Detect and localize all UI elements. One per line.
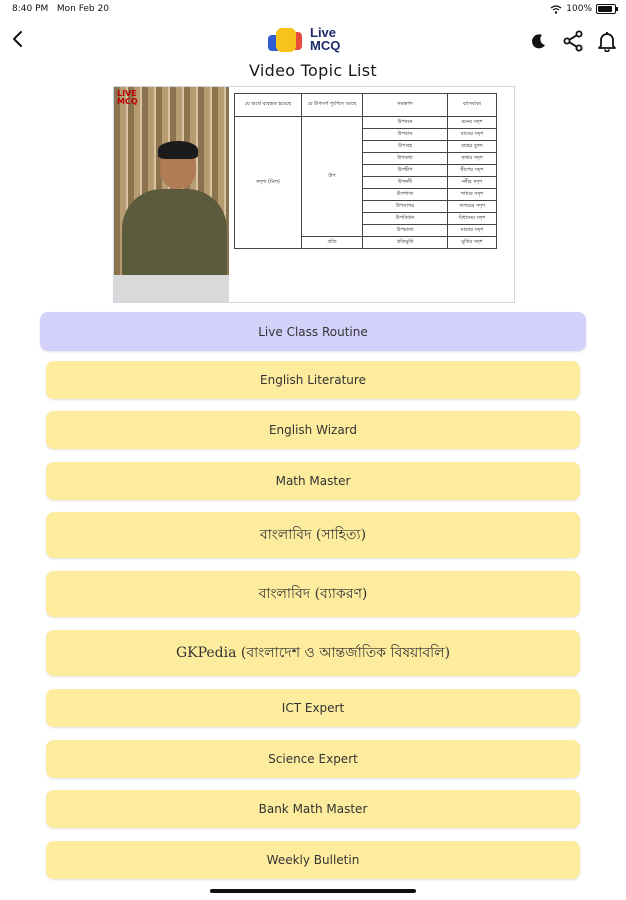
back-arrow-icon[interactable] [8, 28, 28, 50]
table-row: উপসাগর সাগরের সদৃশ [235, 201, 497, 213]
battery-percent: 100% [566, 4, 592, 14]
page-title: Video Topic List [248, 61, 377, 80]
table-row: সদৃশ্য (মিল) উপ উপবনে বনের সদৃশ [235, 117, 497, 129]
status-bar [0, 0, 626, 18]
table-row: উপনদী নদীর সদৃশ [235, 177, 497, 189]
logo-line-1: Live [310, 25, 337, 40]
wifi-icon [550, 5, 562, 14]
logo-line-2: MCQ [310, 38, 341, 53]
logo-mark-icon [268, 26, 304, 56]
table-row: উপদ্বীপ দ্বীপের সদৃশ [235, 165, 497, 177]
app-logo [268, 24, 358, 58]
topic-gkpedia-button[interactable]: GKPedia (বাংলাদেশ ও আন্তর্জাতিক বিষয়াবলি) [46, 630, 580, 676]
dark-mode-moon-icon[interactable] [528, 30, 550, 52]
topic-science-expert-button[interactable]: Science Expert [46, 740, 580, 778]
topic-english-wizard-button[interactable]: English Wizard [46, 411, 580, 449]
status-right [550, 4, 616, 14]
table-row: প্রতি প্রতিমূর্তি মূর্তির সদৃশ [235, 237, 497, 249]
notification-bell-icon[interactable] [596, 30, 618, 52]
table-row: উপশাখা শাখার সদৃশ [235, 189, 497, 201]
topic-weekly-bulletin-button[interactable]: Weekly Bulletin [46, 841, 580, 879]
table-row: উপবাস বাসের সদৃশ [235, 129, 497, 141]
topic-english-literature-button[interactable]: English Literature [46, 361, 580, 399]
table-row: উপকথা কথার সদৃশ [235, 153, 497, 165]
status-time-date [12, 4, 109, 14]
logo-text [310, 26, 340, 52]
topic-live-class-routine-button[interactable]: Live Class Routine [40, 312, 586, 351]
topic-ict-expert-button[interactable]: ICT Expert [46, 689, 580, 727]
table-row: উপমাতা মাতার সদৃশ [235, 225, 497, 237]
table-row: উপগ্রহ গ্রহের তুল্য [235, 141, 497, 153]
topic-bank-math-master-button[interactable]: Bank Math Master [46, 790, 580, 828]
teacher-camera-view [114, 87, 229, 302]
share-icon[interactable] [562, 30, 584, 52]
battery-icon [596, 4, 616, 14]
topic-bangla-literature-button[interactable]: বাংলাবিদ (সাহিত্য) [46, 512, 580, 558]
table-row: উপবিধান বিধানের সদৃশ [235, 213, 497, 225]
video-thumbnail[interactable] [113, 86, 515, 303]
lesson-table-header: যে অর্থে ব্যবহৃত হয়েছে যে উপসর্গ পূর্বপদে আছে সমস্তপদ ব্যাসবাক্য [235, 94, 497, 117]
channel-logo: LIVE MCQ [117, 89, 138, 106]
topic-bangla-grammar-button[interactable]: বাংলাবিদ (ব্যাকরণ) [46, 571, 580, 617]
topic-math-master-button[interactable]: Math Master [46, 462, 580, 500]
lesson-table [234, 93, 497, 249]
home-indicator[interactable] [210, 889, 416, 893]
status-time: 8:40 PM [12, 4, 49, 14]
header-actions [528, 30, 618, 52]
status-date: Mon Feb 20 [56, 4, 109, 14]
